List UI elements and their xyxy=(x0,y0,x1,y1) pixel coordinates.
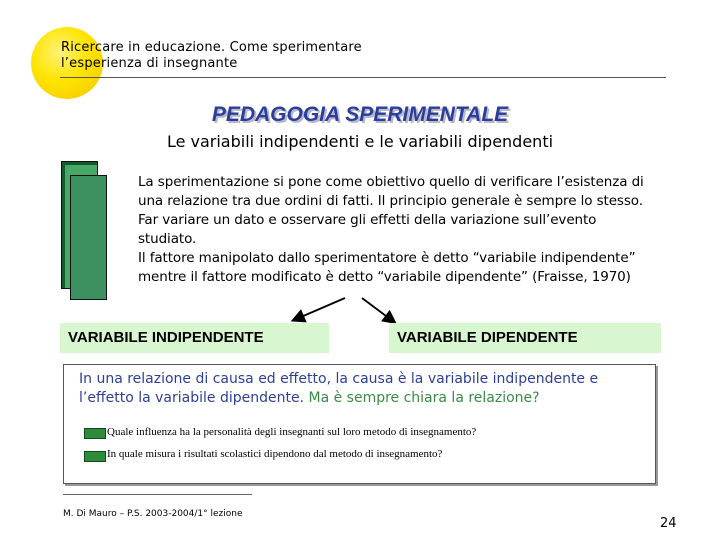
footer-author: M. Di Mauro – P.S. 2003-2004/1° lezione xyxy=(63,509,243,519)
header-line-1: Ricercare in educazione. Come sperimentare xyxy=(61,40,362,55)
page-number: 24 xyxy=(660,516,677,531)
slide-subtitle: Le variabili indipendenti e le variabili dipendenti xyxy=(166,132,554,151)
independent-variable-box: VARIABILE INDIPENDENTE xyxy=(60,323,329,353)
body-paragraph-1: La sperimentazione si pone come obiettivo quello di verificare l’esistenza di una relazione tra due ordini di fatti. Il principio generale è sempre lo stesso. Far variare un dato e osservare gli effetti della variazione sull’evento studiato. xyxy=(138,174,644,247)
question-item-1: Quale influenza ha la personalità degli insegnanti sul loro metodo di insegnamento? xyxy=(107,426,477,438)
footer-divider xyxy=(63,494,252,495)
question-item-2: In quale misura i risultati scolastici dipendono dal metodo di insegnamento? xyxy=(107,448,443,460)
body-paragraph-2: Il fattore manipolato dallo sperimentatore è detto “variabile indipendente” mentre il fattore modificato è detto “variabile dipendente” (Fraisse, 1970) xyxy=(138,250,636,285)
question-bullet-2 xyxy=(84,451,106,462)
slide-title: PEDAGOGIA SPERIMENTALE xyxy=(211,103,509,126)
header-line-2: l’esperienza di insegnante xyxy=(61,56,238,71)
dependent-variable-box: VARIABILE DIPENDENTE xyxy=(389,323,661,353)
arrow-to-independent xyxy=(294,298,345,320)
relation-question: Ma è sempre chiara la relazione? xyxy=(308,390,540,406)
arrow-to-dependent xyxy=(362,298,394,322)
question-bullet-1 xyxy=(84,428,106,439)
relation-statement: In una relazione di causa ed effetto, la causa è la variabile indipendente e l’effetto la variabile dipendente. xyxy=(79,371,599,406)
relation-text xyxy=(79,370,639,408)
